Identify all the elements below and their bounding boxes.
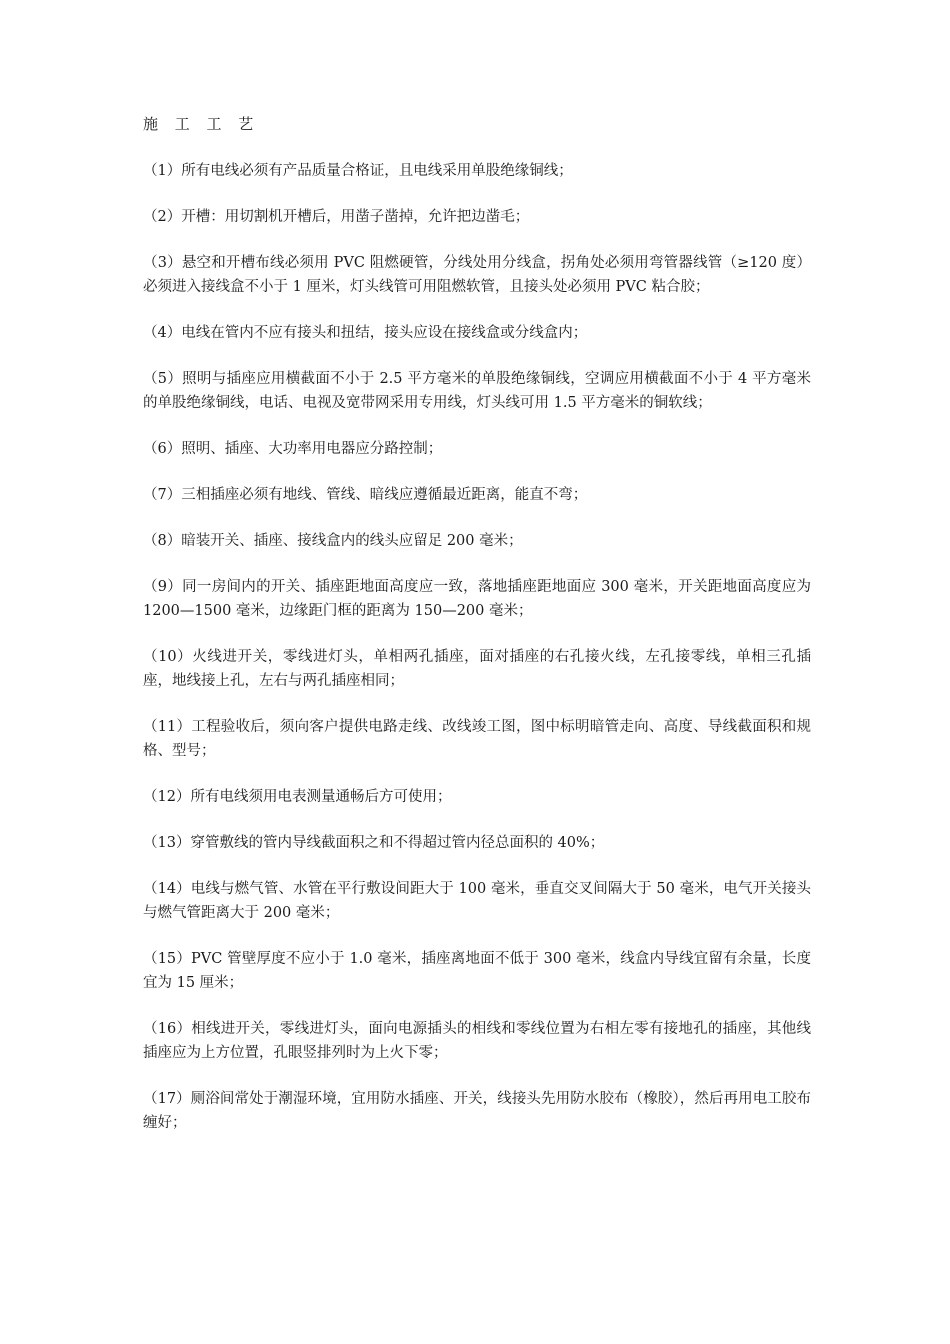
list-item: （10）火线进开关，零线进灯头，单相两孔插座，面对插座的右孔接火线，左孔接零线，单相三孔插座，地线接上孔，左右与两孔插座相同； [143,649,811,689]
list-item: （13）穿管敷线的管内导线截面积之和不得超过管内径总面积的 40%； [143,835,605,851]
list-item: （3）悬空和开槽布线必须用 PVC 阻燃硬管，分线处用分线盒，拐角处必须用弯管器线管（≥120 度）必须进入接线盒不小于 1 厘米，灯头线管可用阻燃软管，且接头处必须用 PVC 粘合胶； [143,255,811,295]
list-item: （6）照明、插座、大功率用电器应分路控制； [143,441,443,457]
list-item: （17）厕浴间常处于潮湿环境，宜用防水插座、开关，线接头先用防水胶布（橡胶），然后再用电工胶布缠好； [143,1091,811,1131]
item-list [143,159,811,1157]
page-title: 施 工 工 艺 [143,115,260,133]
list-item: （11）工程验收后，须向客户提供电路走线、改线竣工图，图中标明暗管走向、高度、导线截面积和规格、型号； [143,719,811,759]
list-item: （12）所有电线须用电表测量通畅后方可使用； [143,789,452,805]
list-item: （16）相线进开关，零线进灯头，面向电源插头的相线和零线位置为右相左零有接地孔的插座，其他线插座应为上方位置，孔眼竖排列时为上火下零； [143,1021,811,1061]
list-item: （4）电线在管内不应有接头和扭结，接头应设在接线盒或分线盒内； [143,325,588,341]
list-item: （5）照明与插座应用横截面不小于 2.5 平方毫米的单股绝缘铜线，空调应用横截面不小于 4 平方毫米的单股绝缘铜线，电话、电视及宽带网采用专用线，灯头线可用 1.5 平方毫米的铜软线； [143,371,811,411]
list-item: （1）所有电线必须有产品质量合格证，且电线采用单股绝缘铜线； [143,163,573,179]
list-item: （2）开槽：用切割机开槽后，用凿子凿掉，允许把边凿毛； [143,209,530,225]
list-item: （8）暗装开关、插座、接线盒内的线头应留足 200 毫米； [143,533,523,549]
list-item: （9）同一房间内的开关、插座距地面高度应一致，落地插座距地面应 300 毫米，开关距地面高度应为 1200—1500 毫米，边缘距门框的距离为 150—200 毫米； [143,579,811,619]
list-item: （15）PVC 管壁厚度不应小于 1.0 毫米，插座离地面不低于 300 毫米，线盒内导线宜留有余量，长度宜为 15 厘米； [143,951,811,991]
list-item: （14）电线与燃气管、水管在平行敷设间距大于 100 毫米，垂直交叉间隔大于 50 毫米，电气开关接头与燃气管距离大于 200 毫米； [143,881,811,921]
list-item: （7）三相插座必须有地线、管线、暗线应遵循最近距离，能直不弯； [143,487,588,503]
